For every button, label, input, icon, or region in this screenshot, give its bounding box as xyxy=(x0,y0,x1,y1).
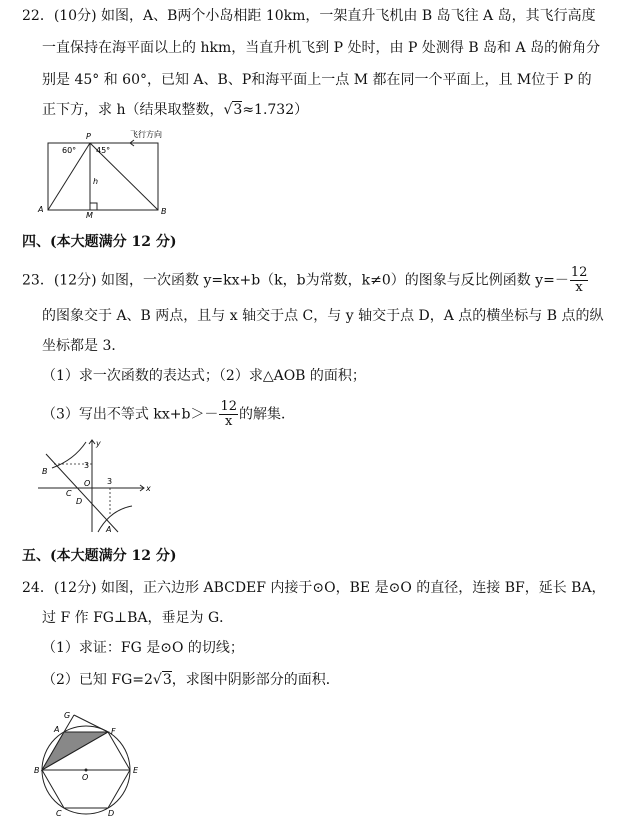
q23-part-3 xyxy=(42,400,295,429)
q24-sqrt-value: 3 xyxy=(162,672,172,688)
q22-label-dir: 飞行方向 xyxy=(130,130,162,139)
q23-line-1a: 23．(12分) 如图，一次函数 y=kx+b（k，b为常数，k≠0）的图象与反比例函数 y=－ xyxy=(22,272,569,289)
q23-part-1: （1）求一次函数的表达式；（2）求△AOB 的面积； xyxy=(42,368,366,384)
q23-label-o: O xyxy=(84,479,91,488)
q22-sqrt-value: 3 xyxy=(233,102,243,118)
q24-label-a: A xyxy=(54,725,60,734)
q23-hyperbola-left xyxy=(52,442,86,468)
q22-label-a: A xyxy=(38,205,44,214)
section-4-heading: 四、(本大题满分 12 分) xyxy=(22,234,177,250)
q23-part-3a: （3）写出不等式 kx+b＞－ xyxy=(42,406,219,423)
q22-line-3: 别是 45° 和 60°，已知 A、B、P和海平面上一点 M 都在同一个平面上，且 M位于 P 的 xyxy=(42,72,592,88)
q23-label-3a: 3 xyxy=(84,461,90,470)
q23-line-1 xyxy=(22,266,589,295)
q22-label-b: B xyxy=(161,207,167,216)
q23-line-3: 坐标都是 3． xyxy=(42,338,126,354)
q24-part-2 xyxy=(42,670,340,690)
q24-label-b: B xyxy=(34,766,40,775)
q22-label-h: h xyxy=(93,177,99,186)
q24-part-1: （1）求证：FG 是⊙O 的切线； xyxy=(42,640,244,656)
q23-label-b: B xyxy=(42,467,48,476)
q22-line-1: 22．(10分) 如图，A、B两个小岛相距 10km，一架直升飞机由 B 岛飞往 A 岛，其飞行高度 xyxy=(22,8,596,24)
q23-figure xyxy=(34,436,154,536)
q23-fraction-2-numerator: 12 xyxy=(220,399,237,414)
q23-fraction-2-denominator: x xyxy=(225,414,233,429)
q23-fraction-1-numerator: 12 xyxy=(570,265,588,280)
q24-label-e: E xyxy=(133,766,139,775)
q23-label-c: C xyxy=(66,489,72,498)
q22-right-angle xyxy=(90,203,97,210)
q23-label-y: y xyxy=(96,439,101,448)
q23-fraction-1 xyxy=(570,266,589,295)
q23-part-3b: 的解集． xyxy=(238,406,295,423)
section-5-heading: 五、(本大题满分 12 分) xyxy=(22,548,177,564)
q24-label-c: C xyxy=(56,809,62,818)
sqrt-symbol: √ xyxy=(223,102,233,118)
q22-label-45: 45° xyxy=(96,146,111,155)
q23-label-d: D xyxy=(76,497,83,506)
q23-label-a: A xyxy=(106,525,112,534)
q22-label-60: 60° xyxy=(62,146,77,155)
q24-figure xyxy=(34,706,144,818)
q23-line-2: 的图象交于 A、B 两点，且与 x 轴交于点 C，与 y 轴交于点 D，A 点的横坐标与 B 点的纵 xyxy=(42,308,604,324)
q23-label-3b: 3 xyxy=(107,477,113,486)
q24-label-f: F xyxy=(111,727,116,736)
q23-label-x: x xyxy=(146,484,151,493)
q24-line-fg xyxy=(74,715,108,732)
q22-label-p: P xyxy=(86,132,91,141)
q24-line-2: 过 F 作 FG⊥BA，垂足为 G． xyxy=(42,610,234,626)
q23-fraction-2 xyxy=(219,400,238,429)
q24-part-2c: ，求图中阴影部分的面积． xyxy=(171,672,340,688)
sqrt-symbol: √ xyxy=(152,672,162,688)
q22-line-4c: ≈1.732） xyxy=(242,102,309,118)
q24-line-1: 24．(12分) 如图，正六边形 ABCDEF 内接于⊙O，BE 是⊙O 的直径，连接 BF，延长 BA， xyxy=(22,580,606,596)
q24-center-dot xyxy=(85,769,88,772)
q22-label-m: M xyxy=(86,211,93,218)
q23-linear-line xyxy=(46,454,118,532)
q22-line-4a: 正下方，求 h（结果取整数， xyxy=(42,102,224,118)
q24-label-g: G xyxy=(64,711,71,720)
q22-figure xyxy=(34,126,174,218)
q24-part-2a: （2）已知 FG=2 xyxy=(42,672,153,688)
q22-line-4 xyxy=(42,100,308,120)
q22-line-2: 一直保持在海平面以上的 hkm，当直升机飞到 P 处时，由 P 处测得 B 岛和 A 岛的俯角分 xyxy=(42,40,601,56)
q24-label-o: O xyxy=(82,773,89,782)
q24-label-d: D xyxy=(108,809,115,818)
q23-fraction-1-denominator: x xyxy=(575,280,583,295)
